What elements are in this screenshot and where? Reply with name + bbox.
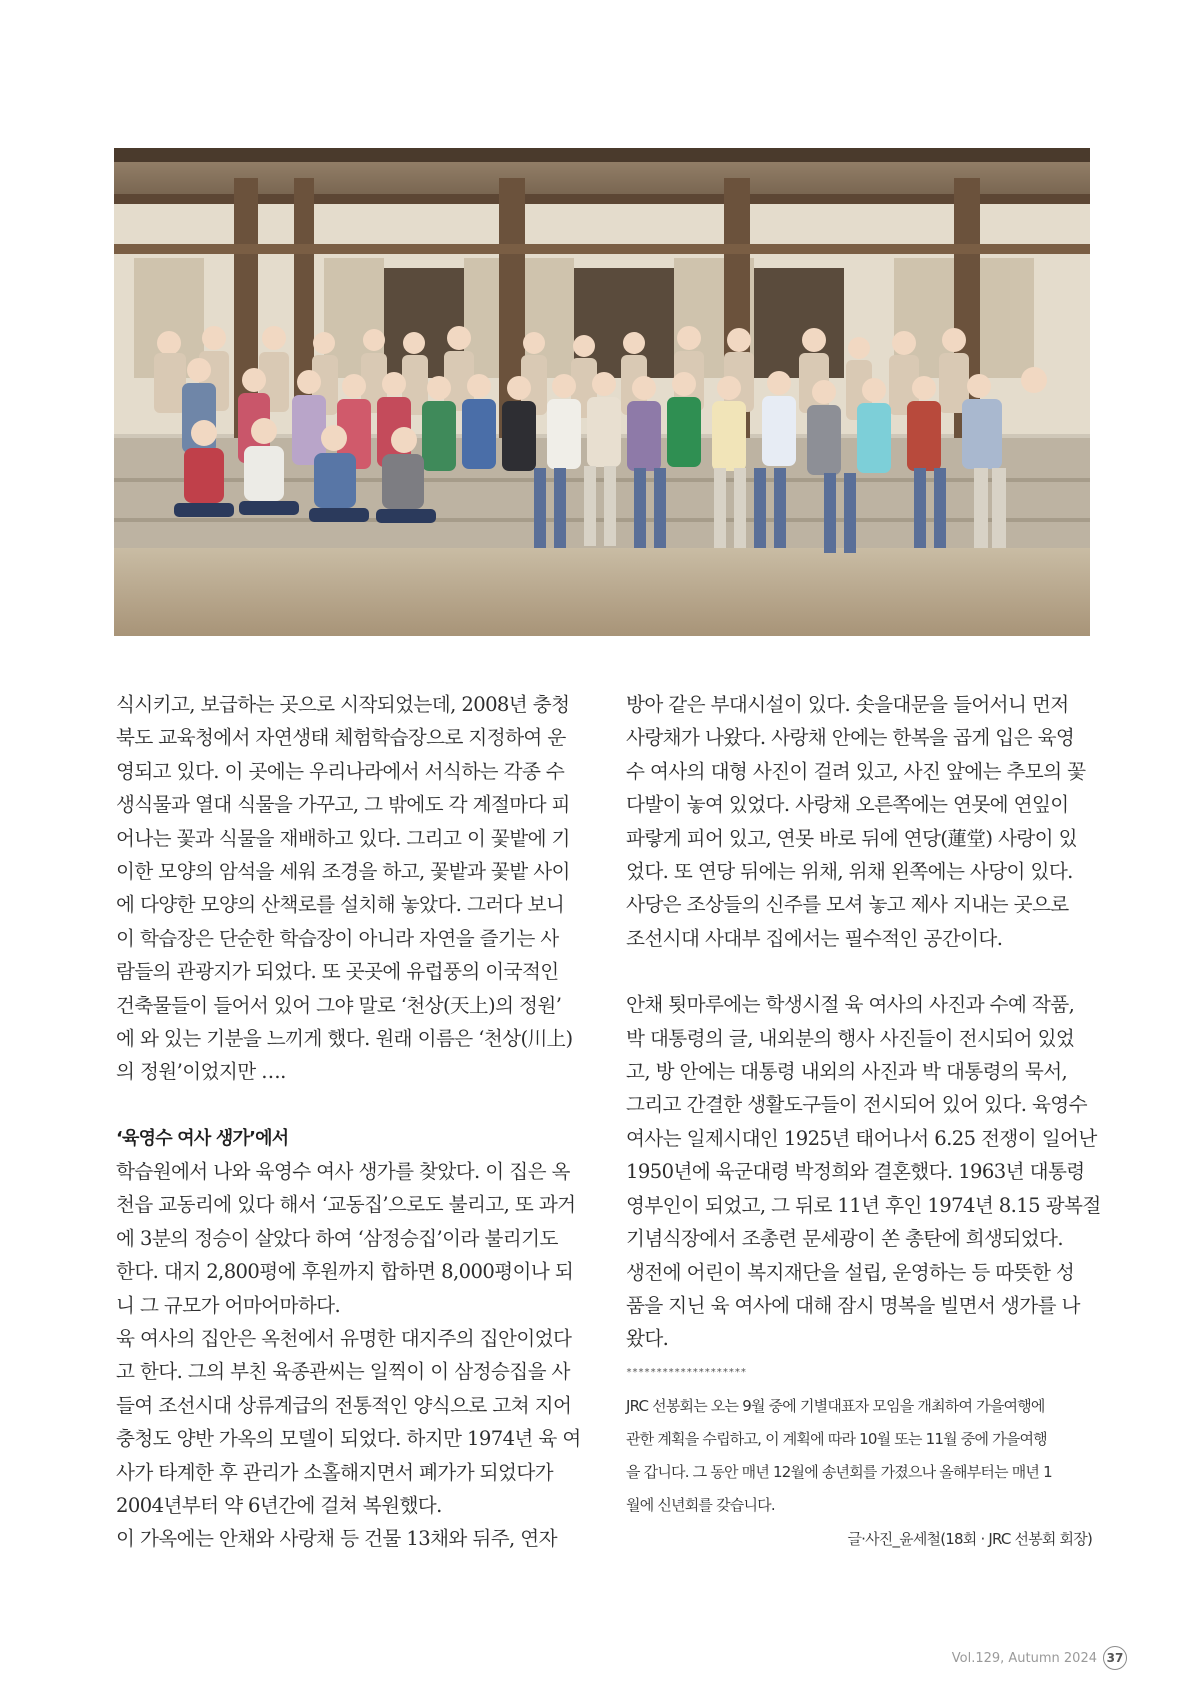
page-footer — [952, 1646, 1127, 1670]
text-line: 한다. 대지 2,800평에 후원까지 합하면 8,000평이나 되 — [116, 1260, 574, 1284]
text-line: 고, 방 안에는 대통령 내외의 사진과 박 대통령의 묵서, — [626, 1060, 1068, 1084]
issue-label: Vol.129, Autumn 2024 — [951, 1650, 1097, 1666]
text-line: 방아 같은 부대시설이 있다. 솟을대문을 들어서니 먼저 — [626, 693, 1069, 716]
text-line: 사가 타계한 후 관리가 소홀해지면서 폐가가 되었다가 — [116, 1460, 553, 1484]
notice-line: 관한 계획을 수립하고, 이 계획에 따라 10월 또는 11월 중에 가을여행 — [626, 1429, 1047, 1448]
text-line: 박 대통령의 글, 내외분의 행사 사진들이 전시되어 있었 — [626, 1026, 1075, 1050]
text-line: 북도 교육청에서 자연생태 체험학습장으로 지정하여 운 — [116, 726, 566, 750]
group-photo — [114, 148, 1090, 636]
text-line: 영부인이 되었고, 그 뒤로 11년 후인 1974년 8.15 광복절 — [626, 1193, 1101, 1217]
text-line: 이한 모양의 암석을 세워 조경을 하고, 꽃밭과 꽃밭 사이 — [116, 860, 570, 884]
text-line: 생전에 어린이 복지재단을 설립, 운영하는 등 따뜻한 성 — [626, 1260, 1075, 1284]
text-line: 1950년에 육군대령 박정희와 결혼했다. 1963년 대통령 — [626, 1160, 1085, 1184]
text-line: 이 가옥에는 안채와 사랑채 등 건물 13채와 뒤주, 연자 — [116, 1527, 557, 1551]
text-line: 사당은 조상들의 신주를 모셔 놓고 제사 지내는 곳으로 — [626, 893, 1069, 917]
page-number: 37 — [1103, 1646, 1127, 1670]
text-line: 사랑채가 나왔다. 사랑채 안에는 한복을 곱게 입은 육영 — [626, 726, 1075, 750]
text-line: 그리고 간결한 생활도구들이 전시되어 있어 있다. 육영수 — [626, 1093, 1087, 1117]
text-line: 식시키고, 보급하는 곳으로 시작되었는데, 2008년 충청 — [116, 693, 570, 716]
notice-line: 을 갑니다. 그 동안 매년 12월에 송년회를 가졌으나 올해부터는 매년 1 — [626, 1462, 1052, 1481]
left-paragraph-4 — [116, 1522, 582, 1555]
spacer — [626, 955, 1092, 988]
text-line: 에 3분의 정승이 살았다 하여 ‘삼정승집’이라 불리기도 — [116, 1226, 558, 1250]
text-line: 여사는 일제시대인 1925년 태어나서 6.25 전쟁이 일어난 — [626, 1126, 1097, 1150]
text-line: 들여 조선시대 상류계급의 전통적인 양식으로 고쳐 지어 — [116, 1393, 572, 1417]
text-line: 충청도 양반 가옥의 모델이 되었다. 하지만 1974년 육 여 — [116, 1427, 581, 1451]
text-line: 생식물과 열대 식물을 가꾸고, 그 밖에도 각 계절마다 피 — [116, 793, 570, 817]
left-paragraph-3 — [116, 1322, 582, 1522]
text-line: 기념식장에서 조총련 문세광이 쏜 총탄에 희생되었다. — [626, 1227, 1063, 1251]
text-line: 이 학습장은 단순한 학습장이 아니라 자연을 즐기는 사 — [116, 926, 559, 950]
text-line: 천읍 교동리에 있다 해서 ‘교동집’으로도 불리고, 또 과거 — [116, 1193, 576, 1217]
text-line: 영되고 있다. 이 곳에는 우리나라에서 서식하는 각종 수 — [116, 759, 565, 783]
spacer — [116, 1089, 582, 1122]
text-line: 에 다양한 모양의 산책로를 설치해 놓았다. 그러다 보니 — [116, 893, 565, 917]
text-line: 안채 툇마루에는 학생시절 육 여사의 사진과 수예 작품, — [626, 993, 1075, 1017]
text-line: 조선시대 사대부 집에서는 필수적인 공간이다. — [626, 926, 1003, 950]
right-paragraph-2 — [626, 988, 1101, 1355]
text-line: 2004년부터 약 6년간에 걸쳐 복원했다. — [116, 1493, 442, 1517]
right-column — [626, 688, 1101, 1554]
author-byline: 글·사진_윤세철(18회 · JRC 선봉회 회장) — [847, 1529, 1092, 1548]
text-line: 품을 지닌 육 여사에 대해 잠시 명복을 빌면서 생가를 나 — [626, 1293, 1080, 1317]
text-line: 에 와 있는 기분을 느끼게 했다. 원래 이름은 ‘천상(川上) — [116, 1027, 573, 1051]
text-line: 육 여사의 집안은 옥천에서 유명한 대지주의 집안이었다 — [116, 1326, 572, 1350]
left-paragraph-1 — [116, 688, 582, 1089]
club-notice — [626, 1390, 1092, 1522]
text-line: 람들의 관광지가 되었다. 또 곳곳에 유럽풍의 이국적인 — [116, 960, 559, 984]
text-line: 파랗게 피어 있고, 연못 바로 뒤에 연당(蓮堂) 사랑이 있 — [626, 826, 1077, 850]
text-line: 수 여사의 대형 사진이 걸려 있고, 사진 앞에는 추모의 꽃 — [626, 759, 1086, 783]
notice-line: 월에 신년회를 갖습니다. — [626, 1495, 775, 1514]
text-line: 고 한다. 그의 부친 육종관씨는 일찍이 이 삼정승집을 사 — [116, 1360, 570, 1384]
text-line: 왔다. — [626, 1327, 669, 1351]
text-line: 니 그 규모가 어마어마하다. — [116, 1293, 341, 1317]
left-paragraph-2 — [116, 1155, 582, 1322]
text-line: 었다. 또 연당 뒤에는 위채, 위채 왼쪽에는 사당이 있다. — [626, 860, 1073, 884]
text-line: 다발이 놓여 있었다. 사랑채 오른쪽에는 연못에 연잎이 — [626, 793, 1069, 817]
group-photo-illustration — [114, 148, 1090, 636]
text-line: 학습원에서 나와 육영수 여사 생가를 찾았다. 이 집은 옥 — [116, 1159, 570, 1183]
left-column — [116, 688, 582, 1556]
text-line: 어나는 꽃과 식물을 재배하고 있다. 그리고 이 꽃밭에 기 — [116, 826, 570, 850]
section-heading: ‘육영수 여사 생가’에서 — [116, 1127, 289, 1149]
text-line: 의 정원’이었지만 …. — [116, 1060, 286, 1084]
separator-stars: ******************** — [626, 1366, 747, 1378]
notice-line: JRC 선봉회는 오는 9월 중에 기별대표자 모임을 개최하여 가을여행에 — [626, 1396, 1045, 1415]
text-line: 건축물들이 들어서 있어 그야 말로 ‘천상(天上)의 정원’ — [116, 993, 562, 1017]
right-paragraph-1 — [626, 688, 1092, 955]
